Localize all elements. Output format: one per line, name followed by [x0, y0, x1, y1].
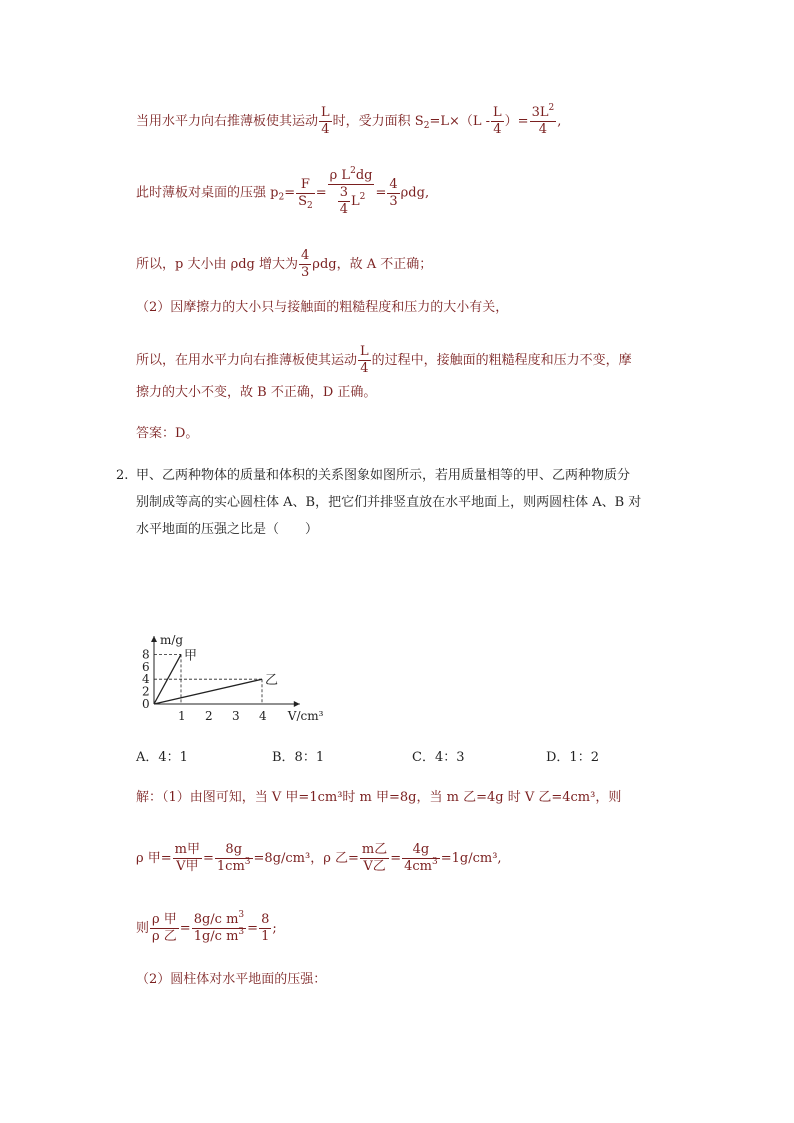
fraction: $\frac{4g}{4cm^3}$	[404, 842, 438, 874]
y-tick-label: 0	[142, 697, 150, 711]
fraction: $\frac{8g}{1cm^3}$	[216, 842, 251, 874]
x-tick-label: 3	[232, 709, 240, 723]
fraction: $\frac{8}{1}$	[261, 912, 270, 944]
solution-line-3: 所以，p 大小由 ρdg 增大为 $\frac{4}{3}$ ρdg，故 A 不正确；	[136, 248, 433, 280]
fraction: $\frac{3}{4}$	[339, 185, 349, 217]
fraction: $\frac{F}{S_2}$	[298, 176, 313, 211]
series-label-2: 乙	[265, 673, 279, 689]
fraction: $\frac{\text{m乙}}{\text{V乙}}$	[361, 842, 388, 874]
solution2-line-3: 则 $\frac{\text{ρ 甲}}{\text{ρ 乙}}$ = $\frac{8g/c m^3}{1g/c m^3}$ = $\frac{8}{1}$ ;	[136, 910, 277, 944]
y-axis-label: m/g	[160, 633, 184, 647]
fraction: $\frac{\text{ρ 甲}}{\text{ρ 乙}}$	[152, 912, 177, 944]
fraction: $\frac{3L^2}{4}$	[531, 103, 555, 137]
y-tick-label: 6	[142, 659, 150, 674]
x-axis-arrow	[294, 701, 300, 707]
solution-line-1: 当用水平力向右推薄板使其运动 $\frac{L}{4}$ 时，受力面积 $S_2=L\times(L$ - $\frac{L}{4}$ ）= $\frac{3L^2}{4}$ ,	[136, 103, 562, 137]
x-tick-label: 1	[178, 709, 186, 723]
x-tick-label: 2	[205, 709, 213, 723]
solution-line-4: （2）因摩擦力的大小只与接触面的粗糙程度和压力的大小有关，	[136, 300, 509, 315]
y-axis-arrow	[151, 636, 157, 642]
x-axis-label: V/cm³	[287, 709, 324, 723]
fraction: $\frac{\text{m甲}}{\text{V甲}}$	[174, 842, 200, 874]
fraction: ρ $L^2dg$ $\frac{3}{4}$ $L^2$	[329, 166, 373, 217]
question-number: 2.	[116, 468, 129, 483]
series-label-1: 甲	[184, 648, 198, 664]
option-a[interactable]: A．4：1	[136, 750, 188, 765]
fraction: $\frac{L}{4}$	[360, 344, 369, 376]
option-d[interactable]: D．1：2	[546, 750, 599, 765]
question-text-2: 别制成等高的实心圆柱体 A、B，把它们并排竖直放在水平地面上，则两圆柱体 A、B 对	[136, 495, 642, 510]
y-tick-label: 2	[142, 684, 150, 699]
mass-volume-chart	[134, 558, 334, 728]
y-tick-label: 8	[142, 647, 150, 662]
option-b[interactable]: B．8：1	[272, 750, 325, 765]
solution-line-2: 此时薄板对桌面的压强 $p_2=$ $\frac{F}{S_2}$ = ρ $L^2dg$ $\frac{3}{4}$ $L^2$ = $\frac{4}{3}$ ρdg,	[136, 166, 430, 217]
solution2-line-1: 解：（1）由图可知，当 V 甲=1cm³时 m 甲=8g，当 m 乙=4g 时 V 乙=4cm³，则	[136, 790, 622, 805]
y-tick-label: 4	[142, 672, 150, 687]
question-text-1: 甲、乙两种物体的质量和体积的关系图象如图所示，若用质量相等的甲、乙两种物质分	[136, 468, 631, 483]
fraction: $\frac{4}{3}$	[301, 248, 310, 280]
series-line-2	[154, 679, 262, 704]
solution-line-6: 擦力的大小不变，故 B 不正确，D 正确。	[136, 385, 377, 400]
solution2-line-4: （2）圆柱体对水平地面的压强：	[136, 972, 327, 987]
fraction: $\frac{8g/c m^3}{1g/c m^3}$	[193, 910, 245, 944]
x-tick-label: 4	[259, 709, 267, 723]
answer-line: 答案：D。	[136, 426, 199, 441]
fraction: $\frac{L}{4}$	[493, 105, 502, 137]
question-text-3: 水平地面的压强之比是（ ）	[136, 522, 319, 537]
option-c[interactable]: C．4：3	[412, 750, 465, 765]
fraction: $\frac{L}{4}$	[321, 105, 330, 137]
solution-line-5: 所以，在用水平力向右推薄板使其运动 $\frac{L}{4}$ 的过程中，接触面的粗糙程度和压力不变，摩	[136, 344, 632, 376]
fraction: $\frac{4}{3}$	[389, 176, 398, 209]
solution2-line-2: ρ 甲= $\frac{\text{m甲}}{\text{V甲}}$ = $\frac{8g}{1cm^3}$ =8g/cm³，ρ 乙= $\frac{\text{m乙}}{\text{V乙}}$ = $\frac{4g}{4cm^3}$ =1g/cm³,	[136, 842, 502, 874]
